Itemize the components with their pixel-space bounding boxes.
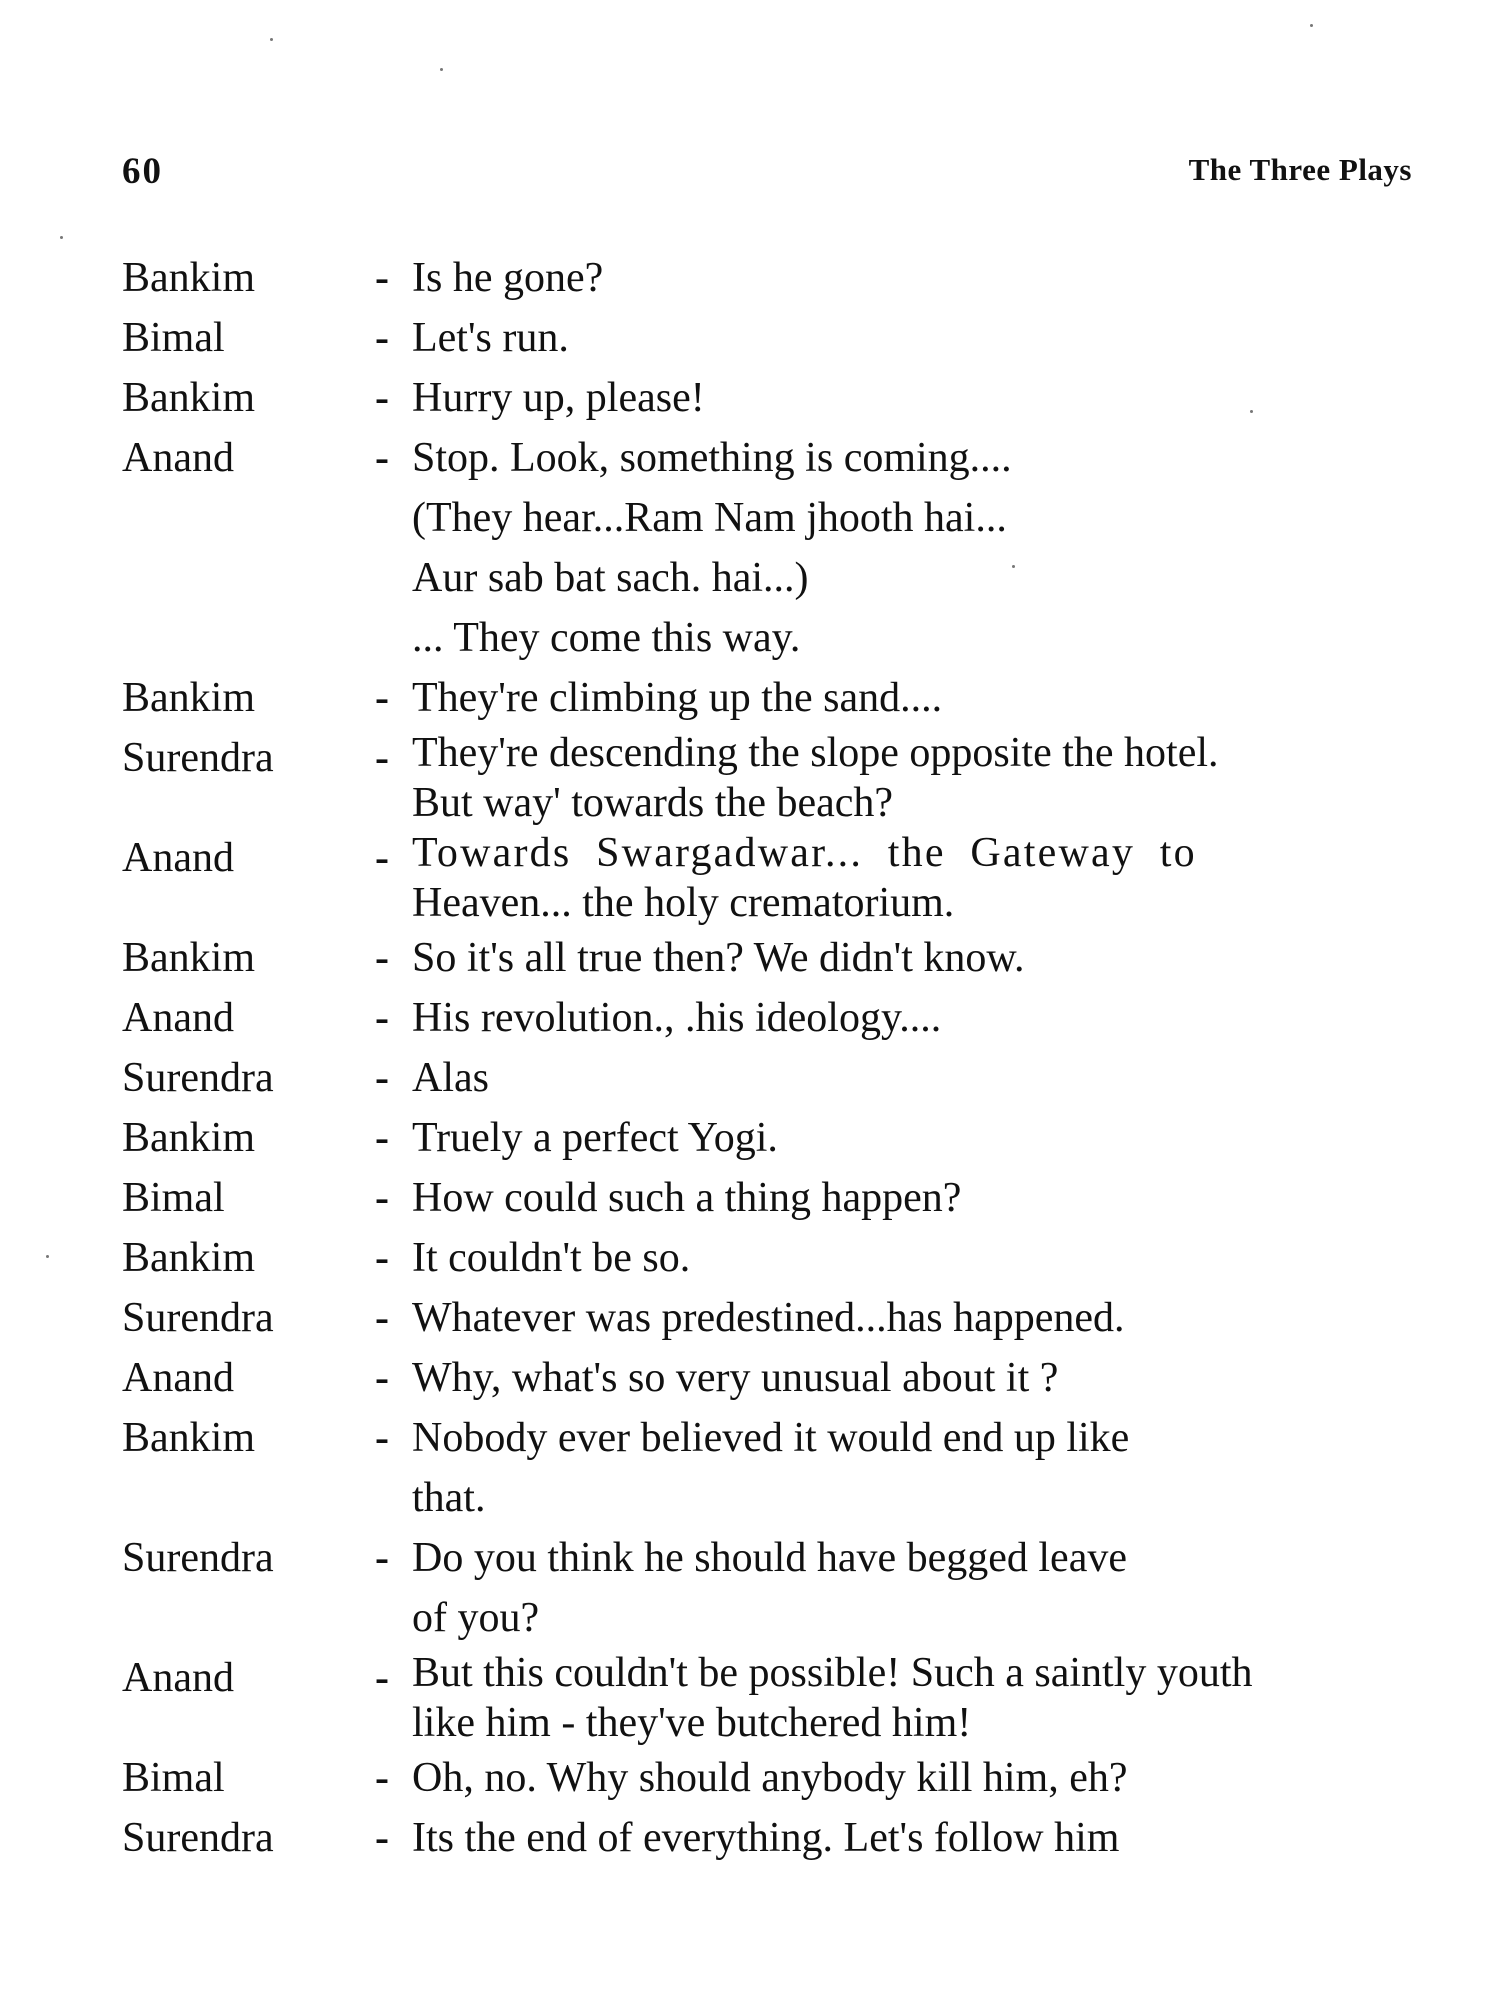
speaker-name: Bimal [122, 1175, 225, 1221]
dialogue-dash: - [375, 1655, 389, 1701]
speech-line: They're descending the slope opposite the hotel. [412, 730, 1219, 776]
speech-text [412, 368, 1402, 428]
dialogue-dash: - [375, 375, 389, 421]
speech-line: But way' towards the beach? [412, 780, 894, 826]
speaker-name: Bankim [122, 1415, 255, 1461]
dialogue-dash: - [375, 835, 389, 881]
speech-text [412, 248, 1402, 308]
dialogue-row [122, 1808, 1422, 1868]
speech-line: So it's all true then? We didn't know. [412, 935, 1025, 981]
dialogue-dash: - [375, 1235, 389, 1281]
dialogue-dash: - [375, 1415, 389, 1461]
dialogue-dash: - [375, 1535, 389, 1581]
dialogue-row [122, 428, 1422, 668]
speaker-name: Bankim [122, 375, 255, 421]
dialogue-dash: - [375, 1755, 389, 1801]
speech-line: Hurry up, please! [412, 375, 705, 421]
dialogue-dash: - [375, 675, 389, 721]
speech-text [412, 828, 1402, 928]
speech-line: (They hear...Ram Nam jhooth hai... [412, 495, 1007, 541]
speaker-name: Anand [122, 1355, 234, 1401]
dialogue-row [122, 1348, 1422, 1408]
dialogue-dash: - [375, 435, 389, 481]
speech-text [412, 1108, 1402, 1168]
speech-line: But this couldn't be possible! Such a saintly youth [412, 1650, 1253, 1696]
dialogue-row [122, 1168, 1422, 1228]
page-header [122, 150, 1412, 200]
dialogue-dash: - [375, 1355, 389, 1401]
speaker-name: Anand [122, 1655, 234, 1701]
speaker-name: Bankim [122, 1235, 255, 1281]
dialogue-row [122, 728, 1422, 828]
speech-line: Oh, no. Why should anybody kill him, eh? [412, 1755, 1128, 1801]
speech-text [412, 1528, 1402, 1648]
dialogue-row [122, 828, 1422, 928]
speech-line: Do you think he should have begged leave [412, 1535, 1127, 1581]
speech-line: His revolution., .his ideology.... [412, 995, 942, 1041]
dialogue-dash: - [375, 255, 389, 301]
speaker-name: Anand [122, 995, 234, 1041]
dialogue-dash: - [375, 1115, 389, 1161]
scan-speck [46, 1255, 49, 1258]
dialogue-row [122, 668, 1422, 728]
dialogue-row [122, 928, 1422, 988]
scan-speck [270, 38, 273, 41]
speech-text [412, 1408, 1402, 1528]
speech-line: Let's run. [412, 315, 569, 361]
speech-line: Is he gone? [412, 255, 604, 301]
speech-text [412, 308, 1402, 368]
speaker-name: Anand [122, 435, 234, 481]
speaker-name: Surendra [122, 1055, 274, 1101]
scan-speck [1012, 565, 1015, 568]
scan-speck [440, 68, 443, 71]
speech-line: that. [412, 1475, 486, 1521]
speech-line: ... They come this way. [412, 615, 801, 661]
speech-text [412, 728, 1402, 828]
dialogue-dash: - [375, 935, 389, 981]
dialogue-row [122, 1648, 1422, 1748]
speaker-name: Bimal [122, 1755, 225, 1801]
speaker-name: Bankim [122, 675, 255, 721]
speech-text [412, 928, 1402, 988]
speech-line: Nobody ever believed it would end up like [412, 1415, 1130, 1461]
dialogue-dash: - [375, 1055, 389, 1101]
speaker-name: Bimal [122, 315, 225, 361]
running-head: The Three Plays [1188, 152, 1412, 187]
dialogue-dash: - [375, 1815, 389, 1861]
speech-line: How could such a thing happen? [412, 1175, 962, 1221]
speech-line: like him - they've butchered him! [412, 1700, 972, 1746]
page-number: 60 [122, 151, 163, 192]
dialogue-dash: - [375, 735, 389, 781]
speaker-name: Surendra [122, 1815, 274, 1861]
dialogue-row [122, 1288, 1422, 1348]
speech-line: Truely a perfect Yogi. [412, 1115, 778, 1161]
speech-text [412, 1048, 1402, 1108]
speaker-name: Surendra [122, 735, 274, 781]
dialogue-row [122, 1528, 1422, 1648]
speaker-name: Bankim [122, 255, 255, 301]
speech-line: They're climbing up the sand.... [412, 675, 943, 721]
scan-speck [1250, 410, 1253, 413]
speech-text [412, 1168, 1402, 1228]
speech-text [412, 1228, 1402, 1288]
dialogue-row [122, 988, 1422, 1048]
speech-line: Why, what's so very unusual about it ? [412, 1355, 1059, 1401]
speech-line: Its the end of everything. Let's follow him [412, 1815, 1120, 1861]
speech-line: Alas [412, 1055, 489, 1101]
dialogue-row [122, 248, 1422, 308]
speech-line: It couldn't be so. [412, 1235, 691, 1281]
speaker-name: Surendra [122, 1535, 274, 1581]
dialogue-block [122, 248, 1422, 1868]
speech-text [412, 1748, 1402, 1808]
scan-speck [1310, 24, 1313, 27]
speech-line: Aur sab bat sach. hai...) [412, 555, 809, 601]
speaker-name: Anand [122, 835, 234, 881]
speech-line: Towards Swargadwar... the Gateway to [412, 830, 1197, 876]
speaker-name: Surendra [122, 1295, 274, 1341]
speech-line: Stop. Look, something is coming.... [412, 435, 1012, 481]
dialogue-row [122, 1748, 1422, 1808]
speaker-name: Bankim [122, 1115, 255, 1161]
scan-speck [60, 236, 63, 239]
dialogue-dash: - [375, 315, 389, 361]
dialogue-dash: - [375, 1175, 389, 1221]
dialogue-dash: - [375, 995, 389, 1041]
dialogue-row [122, 308, 1422, 368]
dialogue-row [122, 1048, 1422, 1108]
dialogue-row [122, 1228, 1422, 1288]
speech-text [412, 988, 1402, 1048]
dialogue-row [122, 1108, 1422, 1168]
speech-line: Heaven... the holy crematorium. [412, 880, 955, 926]
speech-text [412, 1808, 1402, 1868]
speech-text [412, 1348, 1402, 1408]
speech-text [412, 428, 1402, 668]
speech-text [412, 668, 1402, 728]
dialogue-dash: - [375, 1295, 389, 1341]
speech-text [412, 1288, 1402, 1348]
speaker-name: Bankim [122, 935, 255, 981]
dialogue-row [122, 1408, 1422, 1528]
speech-line: of you? [412, 1595, 540, 1641]
dialogue-row [122, 368, 1422, 428]
speech-text [412, 1648, 1402, 1748]
speech-line: Whatever was predestined...has happened. [412, 1295, 1125, 1341]
